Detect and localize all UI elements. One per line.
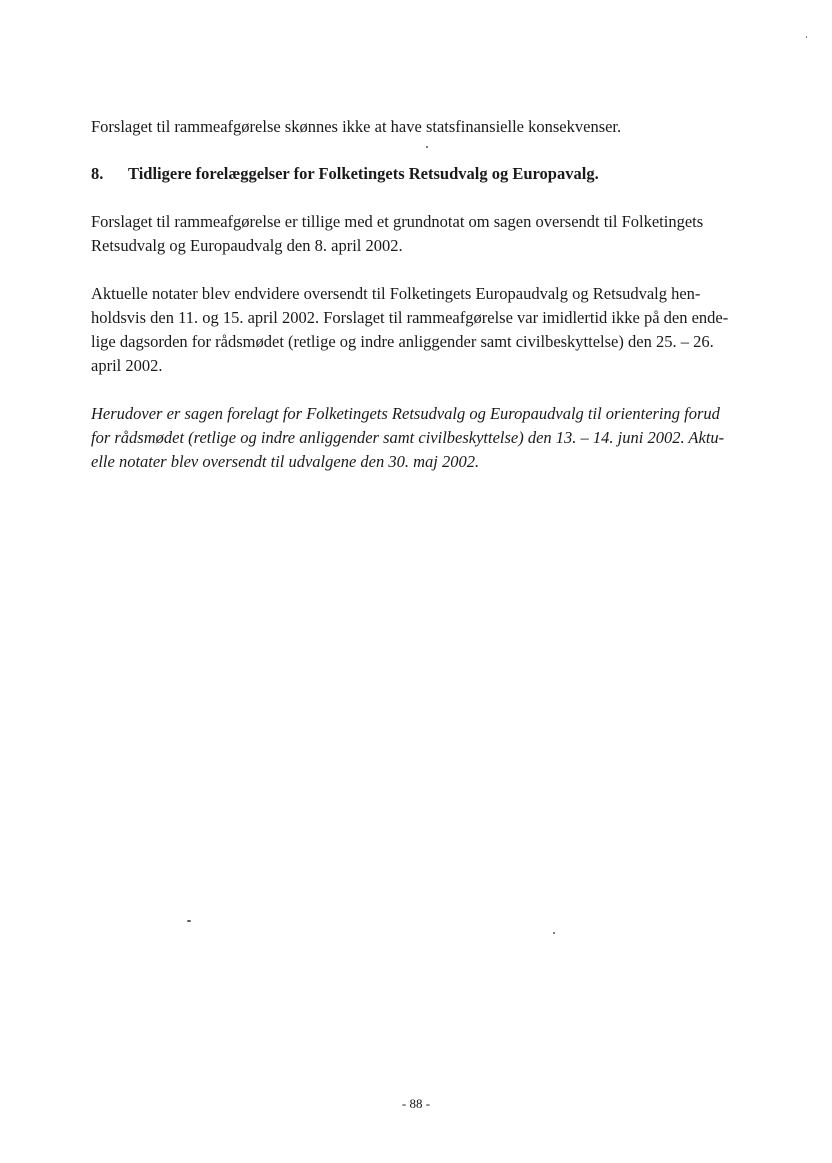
- section-number: 8.: [91, 164, 104, 183]
- scan-speck: [426, 146, 428, 148]
- scan-speck: [187, 920, 191, 922]
- scan-speck: [806, 36, 807, 38]
- text-line: Forslaget til rammeafgørelse er tillige med et grundnotat om sagen oversendt til Folketingets: [91, 212, 704, 231]
- text-line: for rådsmødet (retlige og indre anliggender samt civilbeskyttelse) den 13. – 14. juni 2002. Aktu-: [91, 428, 725, 447]
- text-line: lige dagsorden for rådsmødet (retlige og indre anliggender samt civilbeskyttelse) den 25. – 26.: [91, 332, 714, 351]
- text-line: Herudover er sagen forelagt for Folketingets Retsudvalg og Europaudvalg til orientering forud: [91, 404, 720, 423]
- section-heading: [91, 164, 599, 184]
- page-number: - 88 -: [401, 1096, 431, 1111]
- section-title: Tidligere forelæggelser for Folketingets Retsudvalg og Europavalg.: [128, 164, 599, 183]
- text-line: holdsvis den 11. og 15. april 2002. Forslaget til rammeafgørelse var imidlertid ikke på den ende-: [91, 308, 729, 327]
- text-line: Aktuelle notater blev endvidere oversendt til Folketingets Europaudvalg og Retsudvalg hen-: [91, 284, 701, 303]
- intro-paragraph: Forslaget til rammeafgørelse skønnes ikke at have statsfinansielle konsekvenser.: [91, 117, 622, 136]
- text-line: april 2002.: [91, 356, 163, 375]
- scan-speck: [553, 932, 555, 934]
- text-line: elle notater blev oversendt til udvalgene den 30. maj 2002.: [91, 452, 480, 471]
- text-line: Retsudvalg og Europaudvalg den 8. april 2002.: [91, 236, 403, 255]
